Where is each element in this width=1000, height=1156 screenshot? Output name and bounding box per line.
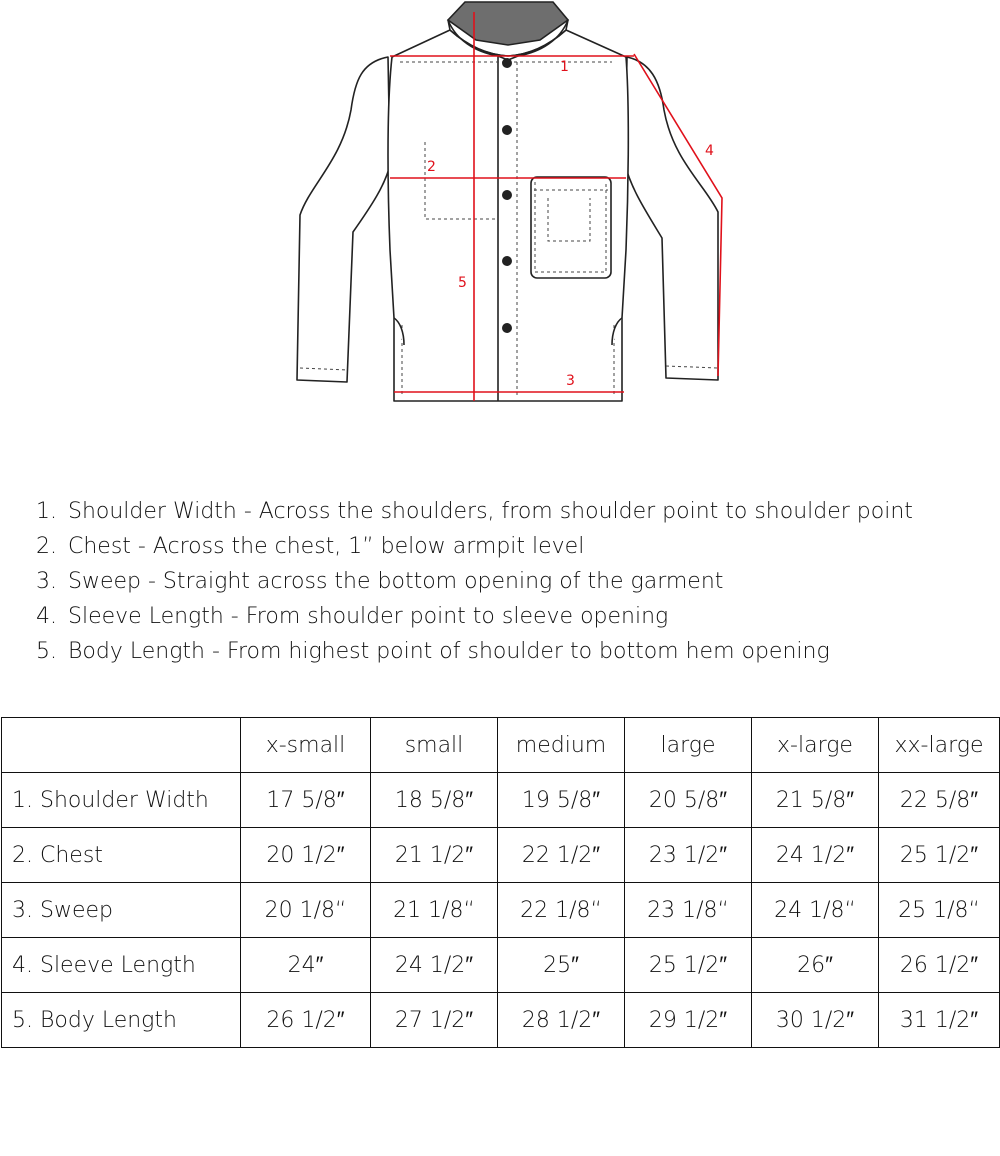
table-row [2, 938, 1000, 993]
table-cell: 28 1/2″ [498, 993, 625, 1048]
label-sleeve-length: 4 [705, 143, 714, 159]
shirt-measurement-diagram [0, 0, 1000, 420]
table-cell: 25 1/2″ [625, 938, 752, 993]
label-shoulder-width: 1 [560, 59, 569, 75]
table-cell: 29 1/2″ [625, 993, 752, 1048]
table-cell: 23 1/8“ [625, 883, 752, 938]
size-chart-table [1, 717, 1000, 1048]
header-size: medium [498, 718, 625, 773]
table-cell: 20 1/8“ [241, 883, 371, 938]
table-cell: 26 1/2″ [241, 993, 371, 1048]
row-label: 3. Sweep [2, 883, 241, 938]
definition-item: 4. Sleeve Length - From shoulder point to sleeve opening [36, 604, 669, 629]
table-cell: 24 1/2″ [371, 938, 498, 993]
table-cell: 26 1/2″ [879, 938, 1000, 993]
table-cell: 21 1/2″ [371, 828, 498, 883]
row-label: 4. Sleeve Length [2, 938, 241, 993]
row-label: 5. Body Length [2, 993, 241, 1048]
header-size: small [371, 718, 498, 773]
table-cell: 20 1/2″ [241, 828, 371, 883]
table-cell: 21 5/8″ [752, 773, 879, 828]
right-sleeve [625, 57, 718, 380]
header-empty [2, 718, 241, 773]
label-sweep: 3 [566, 373, 575, 389]
header-size: xx-large [879, 718, 1000, 773]
table-cell: 25″ [498, 938, 625, 993]
table-cell: 22 5/8″ [879, 773, 1000, 828]
table-cell: 30 1/2″ [752, 993, 879, 1048]
table-header-row [2, 718, 1000, 773]
table-cell: 24″ [241, 938, 371, 993]
table-cell: 23 1/2″ [625, 828, 752, 883]
table-cell: 19 5/8″ [498, 773, 625, 828]
button [502, 323, 512, 333]
definition-item: 3. Sweep - Straight across the bottom opening of the garment [36, 569, 724, 594]
table-cell: 22 1/2″ [498, 828, 625, 883]
definition-item: 5. Body Length - From highest point of shoulder to bottom hem opening [36, 639, 830, 664]
label-body-length: 5 [458, 275, 467, 291]
button [502, 190, 512, 200]
header-size: large [625, 718, 752, 773]
table-cell: 17 5/8″ [241, 773, 371, 828]
table-row [2, 828, 1000, 883]
table-cell: 27 1/2″ [371, 993, 498, 1048]
table-row [2, 883, 1000, 938]
table-cell: 31 1/2″ [879, 993, 1000, 1048]
table-cell: 26″ [752, 938, 879, 993]
label-chest: 2 [427, 159, 436, 175]
button [502, 125, 512, 135]
header-size: x-large [752, 718, 879, 773]
left-sleeve [297, 57, 390, 382]
table-row [2, 993, 1000, 1048]
header-size: x-small [241, 718, 371, 773]
table-row [2, 773, 1000, 828]
row-label: 1. Shoulder Width [2, 773, 241, 828]
chest-pocket [531, 177, 611, 278]
table-cell: 24 1/8“ [752, 883, 879, 938]
table-cell: 25 1/8“ [879, 883, 1000, 938]
measurement-definitions [36, 494, 913, 669]
collar [448, 2, 568, 45]
table-cell: 22 1/8“ [498, 883, 625, 938]
table-cell: 18 5/8″ [371, 773, 498, 828]
table-cell: 20 5/8″ [625, 773, 752, 828]
definition-item: 2. Chest - Across the chest, 1” below armpit level [36, 534, 585, 559]
table-cell: 24 1/2″ [752, 828, 879, 883]
table-cell: 25 1/2″ [879, 828, 1000, 883]
definition-item: 1. Shoulder Width - Across the shoulders, from shoulder point to shoulder point [36, 499, 913, 524]
row-label: 2. Chest [2, 828, 241, 883]
button [502, 58, 512, 68]
button [502, 256, 512, 266]
table-cell: 21 1/8“ [371, 883, 498, 938]
